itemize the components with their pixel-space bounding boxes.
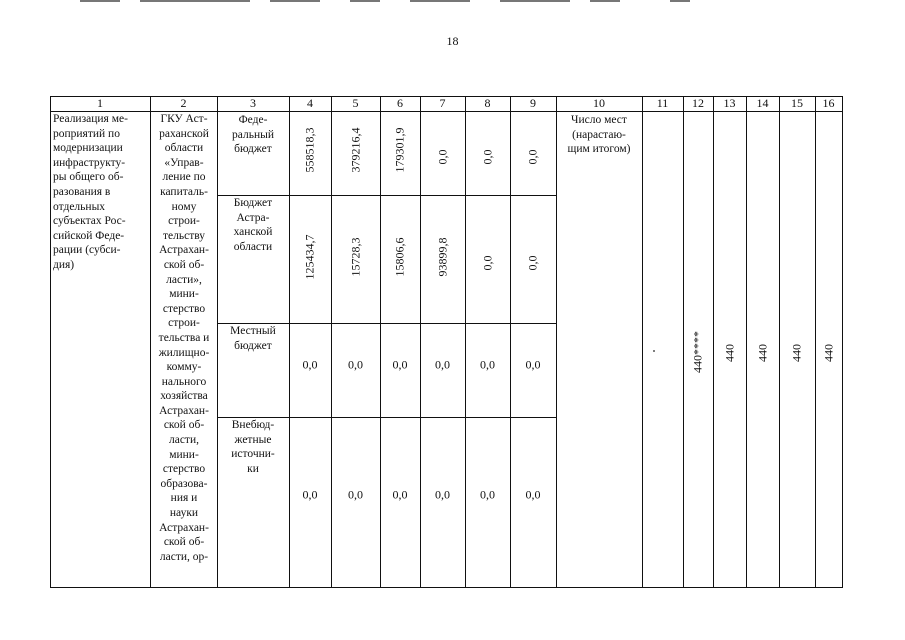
amount-value: 0,0 xyxy=(480,149,494,165)
target-value: 440 xyxy=(722,344,736,362)
funding-source-name xyxy=(220,113,286,157)
executor-name-line: Астрахан- xyxy=(159,404,209,417)
funding-source-name-line: ханской xyxy=(233,226,273,239)
table-rule xyxy=(331,96,332,588)
executor-name-line: нального xyxy=(161,375,207,388)
column-number: 9 xyxy=(530,96,536,110)
table-rule xyxy=(420,96,421,588)
event-name-line: отдельных xyxy=(53,200,106,213)
amount-value: 0,0 xyxy=(348,357,363,372)
table-rule xyxy=(380,96,381,588)
event-name xyxy=(53,112,149,273)
executor-name-line: строи- xyxy=(168,215,200,228)
amount-value: 0,0 xyxy=(302,487,318,502)
funding-source-name-line: Феде- xyxy=(238,114,268,126)
executor-name-line: тельству xyxy=(162,229,206,242)
amount-value: 558518,3 xyxy=(302,127,317,173)
target-value: 440**** xyxy=(690,331,705,373)
amount-value: 0,0 xyxy=(435,487,450,502)
executor-name-line: ному xyxy=(171,200,197,213)
table-rule xyxy=(289,96,290,588)
target-value: 440 xyxy=(789,344,804,362)
amount-value: 0,0 xyxy=(392,357,408,372)
indicator-name-line: Число мест xyxy=(571,114,627,126)
indicator-name xyxy=(559,113,639,157)
column-number: 5 xyxy=(352,96,359,110)
amount-value: 0,0 xyxy=(348,487,363,502)
event-name-line: субъектах Рос- xyxy=(53,215,126,228)
table-rule xyxy=(510,96,511,588)
amount-value: 179301,9 xyxy=(392,127,407,173)
table-rule xyxy=(713,96,714,588)
column-number: 12 xyxy=(692,96,704,110)
funding-source-name xyxy=(220,418,286,476)
event-name-line: ры общего об- xyxy=(53,171,124,184)
funding-source-name-line: области xyxy=(233,240,273,253)
table-rule xyxy=(50,96,51,588)
executor-name-line: хозяйства xyxy=(160,390,208,403)
table-rule xyxy=(842,96,843,588)
executor-name-line: ской об- xyxy=(163,258,205,271)
amount-value: 0,0 xyxy=(435,357,450,372)
table-rule xyxy=(50,587,843,588)
executor-name-line: мини- xyxy=(169,288,199,301)
column-number: 16 xyxy=(822,96,835,110)
table-rule xyxy=(217,96,218,588)
funding-source-name-line: источни- xyxy=(231,448,275,461)
executor-name-line: комму- xyxy=(166,361,202,374)
executor-name-line: области xyxy=(164,142,204,155)
table-rule xyxy=(150,96,151,588)
executor-name-line: ГКУ Аст- xyxy=(160,113,208,125)
amount-value: 0,0 xyxy=(392,487,408,502)
table-rule xyxy=(642,96,643,588)
column-number: 13 xyxy=(723,96,736,110)
column-number: 6 xyxy=(397,96,403,110)
executor-name-line: науки xyxy=(169,507,199,520)
funding-source-name-line: Местный xyxy=(230,325,276,337)
amount-value: 0,0 xyxy=(480,357,495,372)
executor-name-line: ния и xyxy=(170,492,198,505)
scan-speck xyxy=(653,350,655,352)
column-number: 11 xyxy=(656,96,669,110)
amount-value: 125434,7 xyxy=(302,234,317,280)
funding-source-name xyxy=(220,196,286,254)
executor-name-line: ласти, ор- xyxy=(159,550,209,563)
executor-name xyxy=(152,112,216,564)
funding-source-name-line: ральный xyxy=(232,128,274,141)
executor-name-line: капиталь- xyxy=(160,185,208,198)
funding-source-name-line: бюджет xyxy=(234,339,272,352)
amount-value: 379216,4 xyxy=(348,127,362,173)
executor-name-line: стерство xyxy=(162,302,206,315)
executor-name-line: ласти», xyxy=(166,273,202,286)
column-number: 4 xyxy=(307,96,313,110)
amount-value: 0,0 xyxy=(480,487,495,502)
executor-name-line: тельства и xyxy=(158,331,210,344)
funding-source-name-line: Астра- xyxy=(236,211,270,224)
event-name-line: дия) xyxy=(53,258,75,271)
table-rule xyxy=(746,96,747,588)
table-rule xyxy=(556,96,557,588)
funding-source-name-line: бюджет xyxy=(234,143,272,156)
event-name-line: сийской Феде- xyxy=(53,229,125,242)
indicator-name-line: щим итогом) xyxy=(567,143,631,156)
event-name-line: роприятий по xyxy=(53,127,120,140)
amount-value: 0,0 xyxy=(302,357,318,372)
amount-value: 0,0 xyxy=(525,255,540,271)
top-edge-marks xyxy=(80,0,700,3)
executor-name-line: строи- xyxy=(168,317,200,330)
table-rule xyxy=(683,96,684,588)
event-name-line: Реализация ме- xyxy=(53,113,128,125)
column-number: 15 xyxy=(791,96,803,110)
amount-value: 0,0 xyxy=(435,149,449,165)
funding-source-name xyxy=(220,324,286,353)
amount-value: 0,0 xyxy=(525,149,540,165)
column-number: 2 xyxy=(180,96,187,110)
funding-source-name-line: жетные xyxy=(234,433,272,446)
table-rule xyxy=(779,96,780,588)
amount-value: 0,0 xyxy=(525,357,541,372)
column-number: 1 xyxy=(97,96,103,110)
executor-name-line: жилищно- xyxy=(158,346,210,359)
target-value: 440 xyxy=(755,344,769,362)
event-name-line: рации (субси- xyxy=(53,244,121,257)
column-number: 14 xyxy=(756,96,769,110)
column-number: 8 xyxy=(484,96,491,110)
executor-name-line: Астрахан- xyxy=(159,244,209,257)
executor-name-line: стерство xyxy=(162,463,206,476)
amount-value: 0,0 xyxy=(525,487,541,502)
event-name-line: инфраструкту- xyxy=(53,156,126,169)
event-name-line: модернизации xyxy=(53,142,123,155)
column-number: 3 xyxy=(250,96,256,110)
indicator-name-line: (нарастаю- xyxy=(572,128,626,141)
table-rule xyxy=(815,96,816,588)
target-value: 440 xyxy=(821,344,835,362)
executor-name-line: образова- xyxy=(160,477,208,490)
executor-name-line: «Управ- xyxy=(164,156,204,169)
funding-source-name-line: Бюджет xyxy=(233,197,273,209)
executor-name-line: Астрахан- xyxy=(159,521,209,534)
table-rule xyxy=(465,96,466,588)
amount-value: 15728,3 xyxy=(348,237,362,277)
funding-source-name-line: Внебюд- xyxy=(231,419,275,431)
executor-name-line: ской об- xyxy=(163,536,205,549)
executor-name-line: раханской xyxy=(159,127,209,140)
amount-value: 93899,8 xyxy=(435,237,449,277)
executor-name-line: ление по xyxy=(162,171,206,184)
executor-name-line: мини- xyxy=(169,448,199,461)
amount-value: 15806,6 xyxy=(392,237,407,277)
amount-value: 0,0 xyxy=(480,255,494,271)
column-number: 7 xyxy=(439,96,446,110)
page-number: 18 xyxy=(446,34,459,48)
executor-name-line: ской об- xyxy=(163,419,205,432)
executor-name-line: ласти, xyxy=(168,434,199,447)
event-name-line: разования в xyxy=(53,185,111,198)
column-number: 10 xyxy=(593,96,605,110)
funding-source-name-line: ки xyxy=(247,462,259,475)
